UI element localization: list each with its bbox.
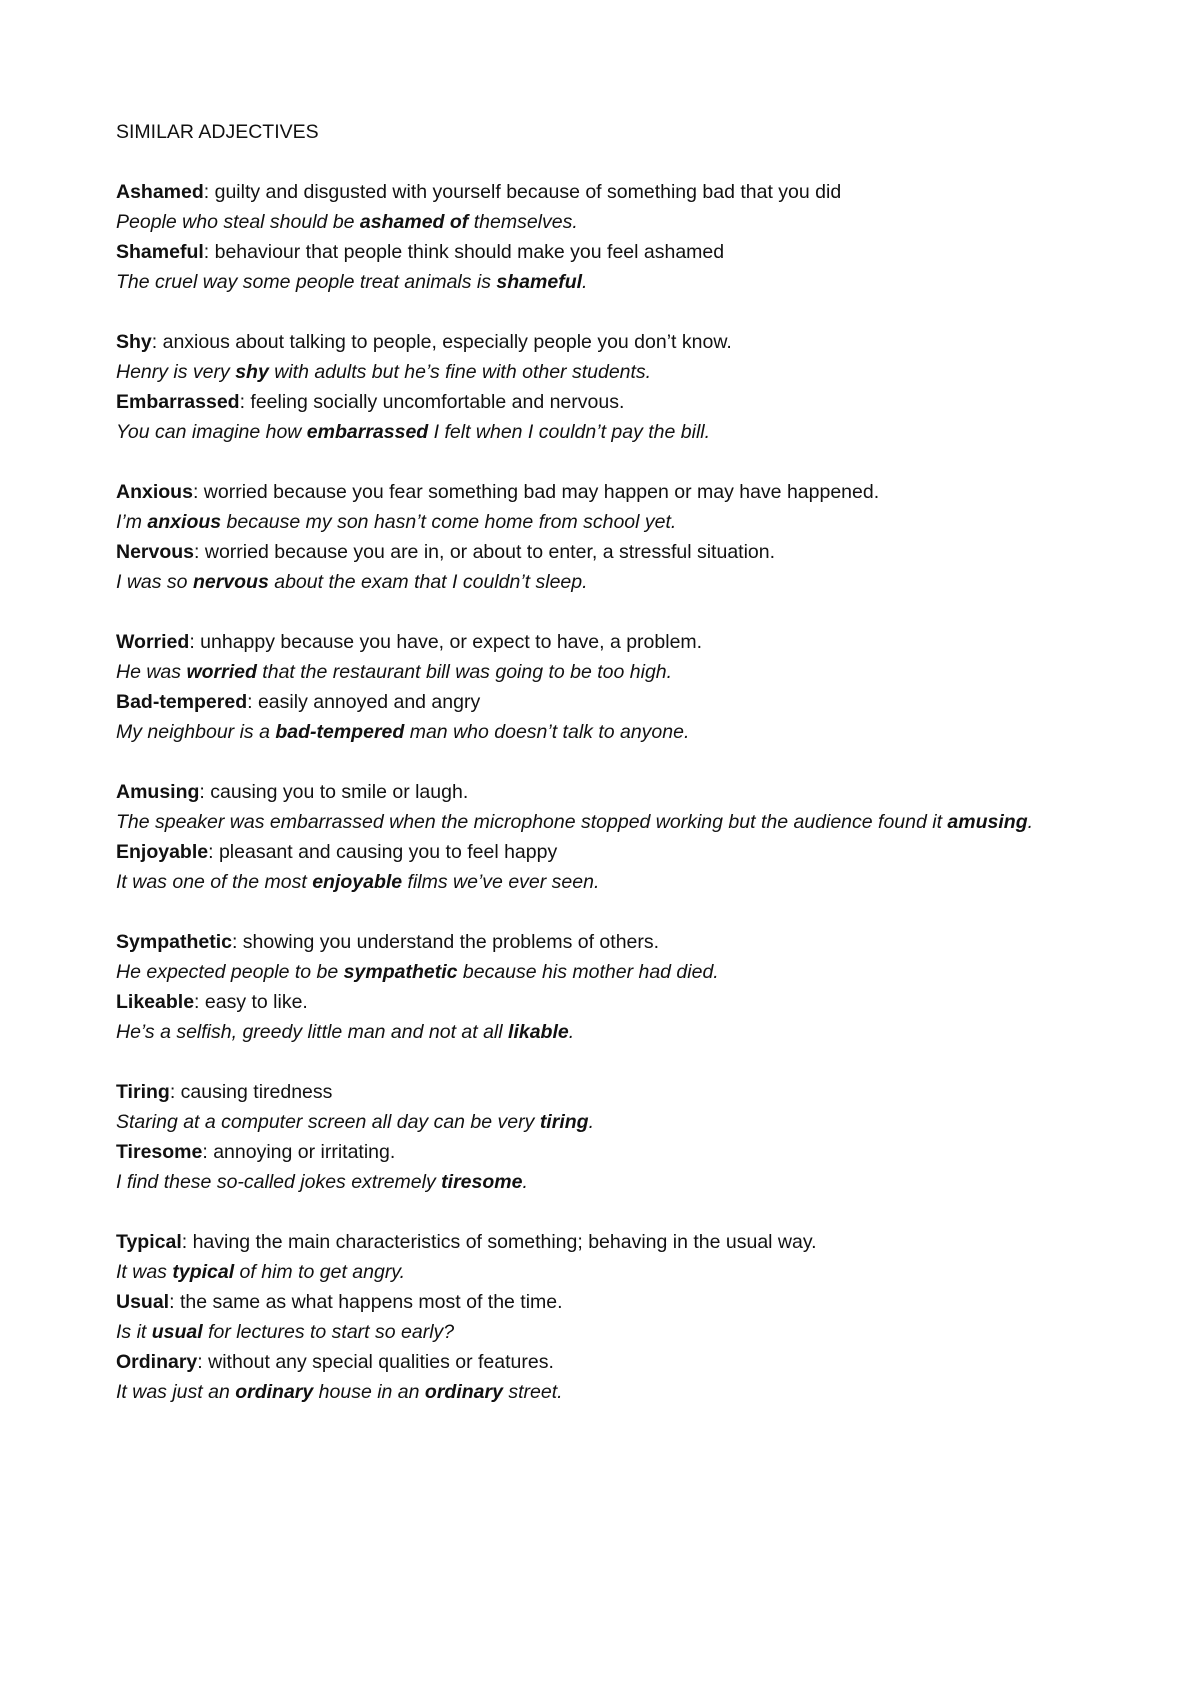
example-text: man who doesn’t talk to anyone. <box>404 721 690 743</box>
example-text: It was one of the most <box>116 871 313 893</box>
adjective-word: Nervous <box>116 541 195 563</box>
example-text: The speaker was embarrassed when the microphone stopped working but the audience found it <box>116 811 948 833</box>
example-keyword: ashamed of <box>359 211 469 233</box>
definition-line <box>116 1077 1096 1107</box>
adjective-word: Likeable <box>116 991 195 1013</box>
example-text: themselves. <box>468 211 578 233</box>
example-sentence <box>116 507 1096 537</box>
document-title: SIMILAR ADJECTIVES <box>116 121 319 143</box>
adjective-word: Embarrassed <box>116 391 240 413</box>
definition-line <box>116 177 1096 207</box>
definition-line <box>116 1347 1096 1377</box>
definition-text: : causing tiredness <box>169 1081 333 1103</box>
definition-line <box>116 477 1096 507</box>
example-keyword: tiring <box>539 1111 589 1133</box>
adjective-entry <box>116 777 1096 837</box>
adjective-word: Ashamed <box>116 181 204 203</box>
adjective-entry <box>116 237 1096 297</box>
example-keyword: usual <box>151 1321 203 1343</box>
example-keyword: worried <box>186 661 257 683</box>
adjective-entry <box>116 1287 1096 1347</box>
example-keyword: nervous <box>192 571 269 593</box>
adjective-entry <box>116 927 1096 987</box>
example-sentence <box>116 657 1096 687</box>
example-keyword: embarrassed <box>306 421 429 443</box>
adjective-word: Anxious <box>116 481 193 503</box>
adjective-entry <box>116 537 1096 597</box>
example-keyword: typical <box>172 1261 235 1283</box>
example-sentence <box>116 1017 1096 1047</box>
adjective-entry <box>116 987 1096 1047</box>
definition-line <box>116 327 1096 357</box>
example-text: My neighbour is a <box>116 721 276 743</box>
example-sentence <box>116 567 1096 597</box>
example-text: It was <box>116 1261 173 1283</box>
definition-text: : worried because you are in, or about to enter, a stressful situation. <box>194 541 776 563</box>
definition-text: : feeling socially uncomfortable and nervous. <box>239 391 625 413</box>
definition-line <box>116 837 1096 867</box>
example-text: I was so <box>116 571 193 593</box>
example-sentence <box>116 207 1096 237</box>
example-sentence <box>116 1257 1096 1287</box>
example-keyword: ordinary <box>235 1381 314 1403</box>
definition-text: : pleasant and causing you to feel happy <box>208 841 558 863</box>
entry-group <box>116 1227 1096 1407</box>
adjective-entry <box>116 1137 1096 1197</box>
definition-text: : without any special qualities or features. <box>197 1351 554 1373</box>
example-keyword: ordinary <box>424 1381 503 1403</box>
example-keyword: anxious <box>147 511 222 533</box>
entry-group <box>116 927 1096 1047</box>
entry-group <box>116 327 1096 447</box>
example-text: because his mother had died. <box>457 961 719 983</box>
adjective-word: Enjoyable <box>116 841 209 863</box>
example-sentence <box>116 807 1096 837</box>
entry-group <box>116 1077 1096 1197</box>
definition-text: : unhappy because you have, or expect to have, a problem. <box>189 631 703 653</box>
example-text: of him to get angry. <box>234 1261 406 1283</box>
example-text: with adults but he’s fine with other students. <box>268 361 652 383</box>
definition-text: : anxious about talking to people, especially people you don’t know. <box>151 331 732 353</box>
example-keyword: tiresome <box>441 1171 523 1193</box>
example-text: People who steal should be <box>116 211 360 233</box>
example-text: . <box>1027 811 1034 833</box>
adjective-entry <box>116 1227 1096 1287</box>
document-page <box>116 117 1096 1407</box>
definition-line <box>116 537 1096 567</box>
adjective-word: Shameful <box>116 241 204 263</box>
adjective-entry <box>116 1077 1096 1137</box>
example-text: I’m <box>116 511 148 533</box>
definition-text: : annoying or irritating. <box>202 1141 396 1163</box>
example-sentence <box>116 1107 1096 1137</box>
adjective-word: Typical <box>116 1231 182 1253</box>
adjective-entry <box>116 387 1096 447</box>
example-text: films we’ve ever seen. <box>402 871 600 893</box>
definition-text: : behaviour that people think should make you feel ashamed <box>203 241 725 263</box>
adjective-entry <box>116 687 1096 747</box>
adjective-word: Shy <box>116 331 152 353</box>
example-keyword: bad-tempered <box>275 721 405 743</box>
example-text: . <box>588 1111 594 1133</box>
example-sentence <box>116 417 1096 447</box>
definition-line <box>116 237 1096 267</box>
example-text: It was just an <box>116 1381 236 1403</box>
example-text: . <box>568 1021 575 1043</box>
example-text: because my son hasn’t come home from school yet. <box>221 511 677 533</box>
entry-group <box>116 477 1096 597</box>
example-sentence <box>116 867 1096 897</box>
definition-line <box>116 1227 1096 1257</box>
adjective-entry <box>116 627 1096 687</box>
definition-line <box>116 1137 1096 1167</box>
example-text: I find these so-called jokes extremely <box>116 1171 442 1193</box>
adjective-entry <box>116 1347 1096 1407</box>
entry-group <box>116 627 1096 747</box>
example-text: street. <box>502 1381 563 1403</box>
adjective-word: Tiresome <box>116 1141 203 1163</box>
adjective-entry <box>116 477 1096 537</box>
example-sentence <box>116 1317 1096 1347</box>
entry-group <box>116 177 1096 297</box>
adjective-word: Amusing <box>116 781 200 803</box>
adjective-entry <box>116 177 1096 237</box>
example-text: He’s a selfish, greedy little man and not at all <box>116 1021 509 1043</box>
adjective-word: Worried <box>116 631 190 653</box>
example-text: . <box>522 1171 528 1193</box>
example-sentence <box>116 717 1096 747</box>
definition-line <box>116 387 1096 417</box>
example-sentence <box>116 357 1096 387</box>
example-text: about the exam that I couldn’t sleep. <box>268 571 588 593</box>
adjective-entry <box>116 327 1096 387</box>
example-text: The cruel way some people treat animals is <box>116 271 497 293</box>
definition-text: : showing you understand the problems of others. <box>231 931 660 953</box>
definition-text: : easy to like. <box>194 991 308 1013</box>
example-keyword: likable <box>508 1021 569 1043</box>
definition-line <box>116 1287 1096 1317</box>
example-text: Staring at a computer screen all day can be very <box>116 1111 540 1133</box>
definition-line <box>116 927 1096 957</box>
example-keyword: shy <box>235 361 269 383</box>
adjective-word: Ordinary <box>116 1351 198 1373</box>
example-text: . <box>582 271 588 293</box>
example-keyword: enjoyable <box>312 871 403 893</box>
example-text: You can imagine how <box>116 421 307 443</box>
example-sentence <box>116 1377 1096 1407</box>
example-sentence <box>116 957 1096 987</box>
example-text: I felt when I couldn’t pay the bill. <box>428 421 711 443</box>
definition-text: : the same as what happens most of the time. <box>169 1291 563 1313</box>
example-text: for lectures to start so early? <box>202 1321 455 1343</box>
example-text: He was <box>116 661 187 683</box>
definition-line <box>116 627 1096 657</box>
example-text: that the restaurant bill was going to be too high. <box>256 661 673 683</box>
example-sentence <box>116 1167 1096 1197</box>
entry-groups <box>116 177 1096 1407</box>
example-keyword: sympathetic <box>343 961 458 983</box>
example-keyword: amusing <box>947 811 1028 833</box>
definition-line <box>116 987 1096 1017</box>
adjective-word: Tiring <box>116 1081 170 1103</box>
adjective-word: Bad-tempered <box>116 691 248 713</box>
adjective-word: Sympathetic <box>116 931 232 953</box>
definition-line <box>116 777 1096 807</box>
definition-line <box>116 687 1096 717</box>
example-text: He expected people to be <box>116 961 344 983</box>
definition-text: : worried because you fear something bad may happen or may have happened. <box>192 481 880 503</box>
example-keyword: shameful <box>496 271 583 293</box>
example-sentence <box>116 267 1096 297</box>
definition-text: : easily annoyed and angry <box>247 691 481 713</box>
definition-text: : having the main characteristics of something; behaving in the usual way. <box>181 1231 817 1253</box>
example-text: Henry is very <box>116 361 236 383</box>
definition-text: : causing you to smile or laugh. <box>199 781 469 803</box>
definition-text: : guilty and disgusted with yourself because of something bad that you did <box>203 181 842 203</box>
adjective-entry <box>116 837 1096 897</box>
adjective-word: Usual <box>116 1291 170 1313</box>
example-text: Is it <box>116 1321 152 1343</box>
example-text: house in an <box>313 1381 425 1403</box>
entry-group <box>116 777 1096 897</box>
